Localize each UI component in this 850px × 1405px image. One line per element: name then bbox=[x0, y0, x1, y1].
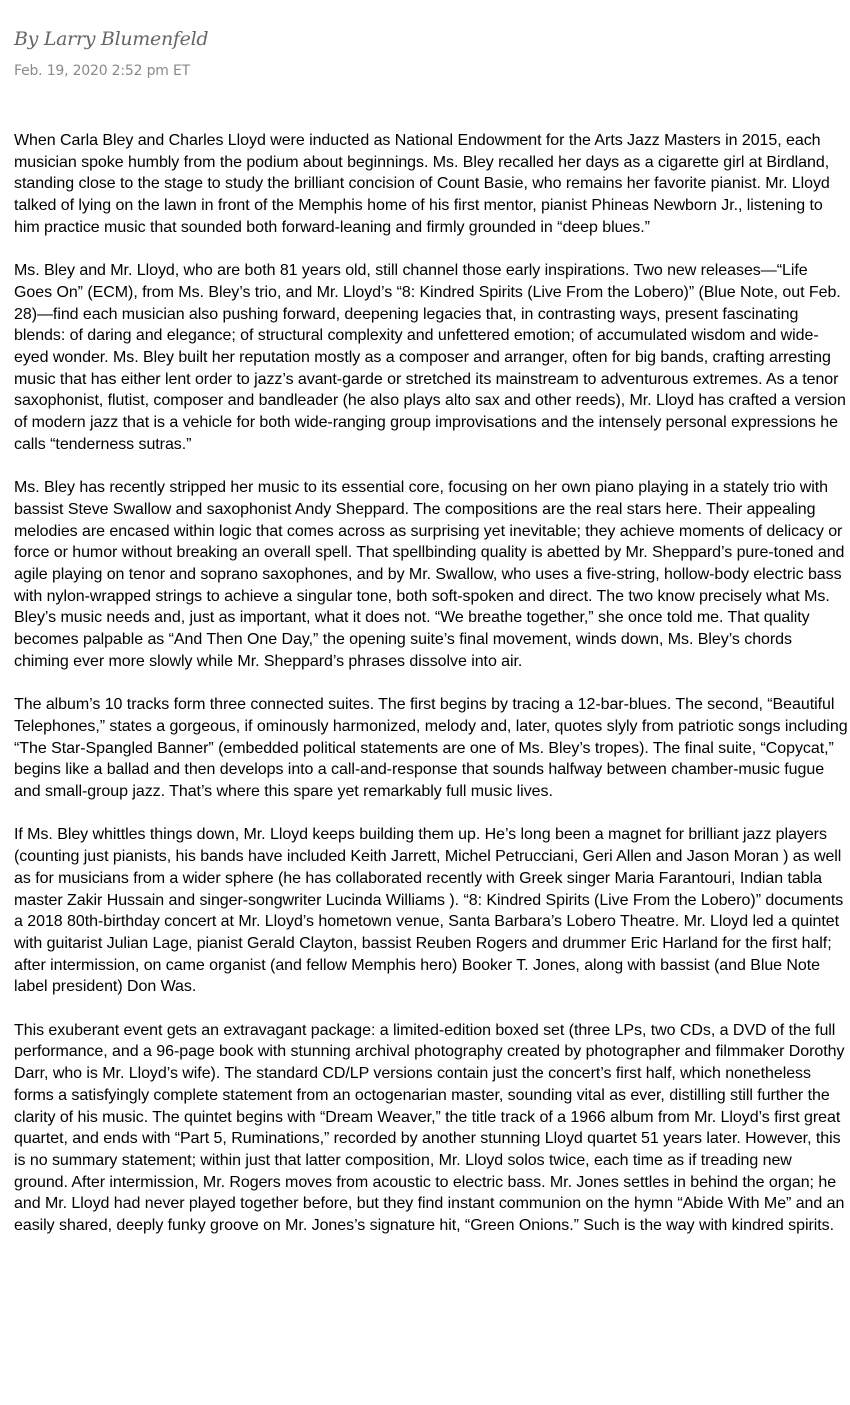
article-paragraph: This exuberant event gets an extravagant package: a limited-edition boxed set (three LPs, two CDs, a DVD of the full performance, and a 96-page book with stunning archival photography created by photographer and filmmaker Dorothy Darr, who is Mr. Lloyd’s wife). The standard CD/LP versions contain just the concert’s first half, which nonetheless forms a satisfyingly complete statement from an octogenarian master, sounding vital as ever, distilling still further the clarity of his music. The quintet begins with “Dream Weaver,” the title track of a 1966 album from Mr. Lloyd’s first great quartet, and ends with “Part 5, Ruminations,” recorded by another stunning Lloyd quartet 51 years later. However, this is no summary statement; within just that latter composition, Mr. Lloyd solos twice, each time as if treading new ground. After intermission, Mr. Rogers moves from acoustic to electric bass. Mr. Jones settles in behind the organ; he and Mr. Lloyd had never played together before, but they find instant communion on the hymn “Abide With Me” and an easily shared, deeply funky groove on Mr. Jones’s signature hit, “Green Onions.” Such is the way with kindred spirits. bbox=[14, 1021, 845, 1235]
article-paragraph: Ms. Bley has recently stripped her music to its essential core, focusing on her own piano playing in a stately trio with bassist Steve Swallow and saxophonist Andy Sheppard. The compositions are the real stars here. Their appealing melodies are encased within logic that comes across as surprising yet inevitable; they achieve moments of delicacy or force or humor without breaking an overall spell. That spellbinding quality is abetted by Mr. Sheppard’s pure-toned and agile playing on tenor and soprano saxophones, and by Mr. Swallow, who uses a five-string, hollow-body electric bass with nylon-wrapped strings to achieve a singular tone, both soft-spoken and direct. The two know precisely what Ms. Bley’s music needs and, just as important, what it does not. “We breathe together,” she once told me. That quality becomes palpable as “And Then One Day,” the opening suite’s final movement, winds down, Ms. Bley’s chords chiming ever more slowly while Mr. Sheppard’s phrases dissolve into air. bbox=[14, 479, 845, 670]
article-paragraph: The album’s 10 tracks form three connected suites. The first begins by tracing a 12-bar-blues. The second, “Beautiful Telephones,” states a gorgeous, if ominously harmonized, melody and, later, quotes slyly from patriotic songs including “The Star-Spangled Banner” (embedded political statements are one of Ms. Bley’s tropes). The final suite, “Copycat,” begins like a ballad and then develops into a call-and-response that sounds halfway between chamber-music fugue and small-group jazz. That’s where this spare yet remarkably full music lives. bbox=[14, 696, 848, 801]
article-paragraph: If Ms. Bley whittles things down, Mr. Lloyd keeps building them up. He’s long been a magnet for brilliant jazz players (counting just pianists, his bands have included Keith Jarrett, Michel Petrucciani, Geri Allen and Jason Moran ) as well as for musicians from a wider sphere (he has collaborated recently with Greek singer Maria Farantouri, Indian tabla master Zakir Hussain and singer-songwriter Lucinda Williams ). “8: Kindred Spirits (Live From the Lobero)” documents a 2018 80th-birthday concert at Mr. Lloyd’s hometown venue, Santa Barbara’s Lobero Theatre. Mr. Lloyd led a quintet with guitarist Julian Lage, pianist Gerald Clayton, bassist Reuben Rogers and drummer Eric Harland for the first half; after intermission, on came organist (and fellow Memphis hero) Booker T. Jones, along with bassist (and Blue Note label president) Don Was. bbox=[14, 826, 844, 996]
article-paragraph: When Carla Bley and Charles Lloyd were inducted as National Endowment for the Arts Jazz Masters in 2015, each musician spoke humbly from the podium about beginnings. Ms. Bley recalled her days as a cigarette girl at Birdland, standing close to the stage to study the brilliant concision of Count Basie, who remains her favorite pianist. Mr. Lloyd talked of lying on the lawn in front of the Memphis home of his first mentor, pianist Phineas Newborn Jr., listening to him practice music that sounded both forward-leaning and firmly grounded in “deep blues.” bbox=[14, 132, 830, 236]
article-timestamp: Feb. 19, 2020 2:52 pm ET bbox=[14, 63, 190, 79]
article-body bbox=[14, 130, 848, 1258]
article-byline: By Larry Blumenfeld bbox=[14, 28, 209, 50]
article-paragraph: Ms. Bley and Mr. Lloyd, who are both 81 years old, still channel those early inspirations. Two new releases—“Life Goes On” (ECM), from Ms. Bley’s trio, and Mr. Lloyd’s “8: Kindred Spirits (Live From the Lobero)” (Blue Note, out Feb. 28)—find each musician also pushing forward, deepening legacies that, in contrasting ways, present fascinating blends: of daring and elegance; of structural complexity and unfettered emotion; of accumulated wisdom and wide-eyed wonder. Ms. Bley built her reputation mostly as a composer and arranger, often for big bands, crafting arresting music that has either lent order to jazz’s avant-garde or stretched its mainstream to adventurous extremes. As a tenor saxophonist, flutist, composer and bandleader (he also plays alto sax and other reeds), Mr. Lloyd has crafted a version of modern jazz that is a vehicle for both wide-ranging group improvisations and the intensely personal expressions he calls “tenderness sutras.” bbox=[14, 262, 846, 453]
